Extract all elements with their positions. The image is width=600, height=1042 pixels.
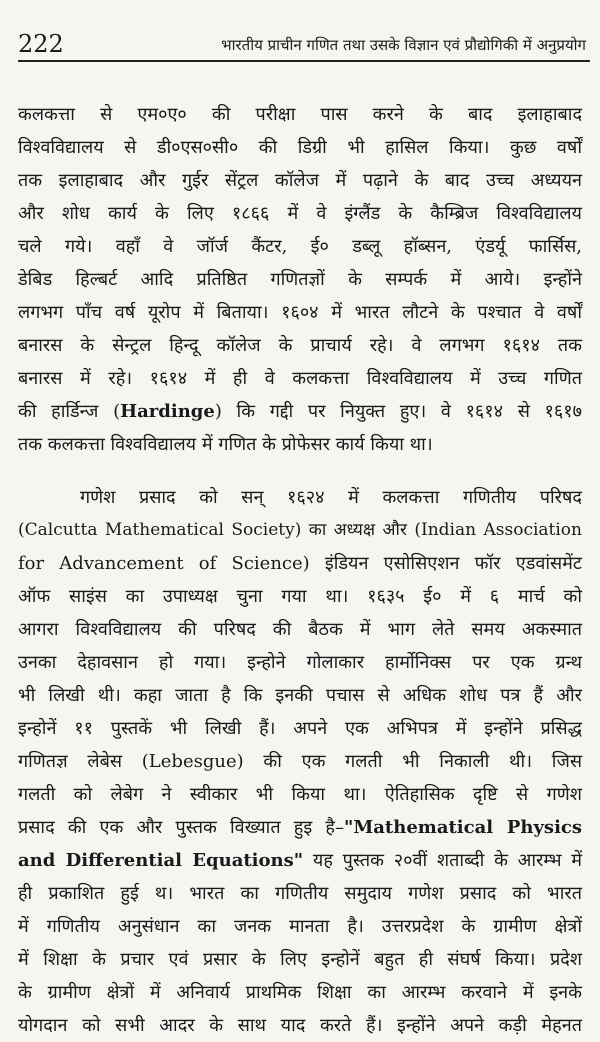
text-fragment: यह पुस्तक २०वीं शताब्दी के आरम्भ में	[303, 850, 583, 871]
text-line: के ग्रामीण क्षेत्रों में अनिवार्य प्राथमिक शिक्षा का आरम्भ करवाने में इनके	[18, 982, 582, 1003]
hardinge-term: Hardinge	[120, 401, 215, 422]
paragraph-gap	[18, 461, 582, 481]
page-header	[18, 30, 590, 62]
page-number: 222	[18, 30, 64, 58]
book-title-part1: "Mathematical Physics	[343, 817, 582, 838]
text-line: गलती को लेबेग ने स्वीकार भी किया था। ऐतिहासिक दृष्टि से गणेश	[18, 784, 582, 805]
text-fragment: ) कि गद्दी पर नियुक्त हुए। वे १६१४ से १६१७	[214, 401, 582, 422]
book-title-part2: and Differential Equations"	[18, 850, 304, 871]
body-text	[18, 98, 582, 1042]
text-line: तक कलकत्ता विश्वविद्यालय में गणित के प्रोफेसर कार्य किया था।	[18, 434, 433, 455]
text-line: तक इलाहाबाद और गुईर सेंट्रल कॉलेज में पढ़ाने के बाद उच्च अध्ययन	[18, 170, 582, 191]
text-line: गणितज्ञ लेबेस (Lebesgue) की एक गलती भी निकाली थी। जिस	[18, 751, 582, 772]
text-line-book-title	[18, 811, 582, 844]
text-line-book-title-cont	[18, 844, 582, 877]
text-line: गणेश प्रसाद को सन् १६२४ में कलकत्ता गणितीय परिषद	[80, 487, 582, 508]
text-line: और शोध कार्य के लिए १८६६ में वे इंग्लैंड के कैम्ब्रिज विश्वविद्यालय	[18, 203, 582, 224]
text-line: ही प्रकाशित हुई थ। भारत का गणितीय समुदाय गणेश प्रसाद को भारत	[18, 883, 582, 904]
text-line: (Calcutta Mathematical Society) का अध्यक्ष और (Indian Association	[18, 520, 582, 540]
running-title: भारतीय प्राचीन गणित तथा उसके विज्ञान एवं प्रौद्योगिकी में अनुप्रयोग	[221, 36, 586, 54]
text-line-hardinge	[18, 395, 582, 428]
text-fragment: की हार्डिन्ज (	[18, 401, 121, 422]
text-fragment: प्रसाद की एक और पुस्तक विख्यात हुइ है–	[18, 817, 344, 838]
text-line: कलकत्ता से एम०ए० की परीक्षा पास करने के बाद इलाहाबाद	[18, 104, 582, 125]
text-line: डेबिड हिल्बर्ट आदि प्रतिष्ठित गणितज्ञों के सम्पर्क में आये। इन्होंने	[18, 269, 582, 290]
text-line: आगरा विश्वविद्यालय की परिषद की बैठक में भाग लेते समय अकस्मात	[18, 619, 582, 640]
text-line: योगदान को सभी आदर के साथ याद करते हैं। इन्होंने अपने कड़ी मेहनत	[18, 1015, 582, 1036]
text-line: बनारस में रहे। १६१४ में ही वे कलकत्ता विश्वविद्यालय में उच्च गणित	[18, 368, 582, 389]
text-line: विश्वविद्यालय से डी०एस०सी० की डिग्री भी हासिल किया। कुछ वर्षों	[18, 137, 582, 158]
text-line: बनारस के सेन्ट्रल हिन्दू कॉलेज के प्राचार्य रहे। वे लगभग १६१४ तक	[18, 335, 582, 356]
text-line: चले गये। वहाँ वे जॉर्ज कैंटर, ई० डब्लू हॉब्सन, एंडर्यू फार्सिस,	[18, 236, 582, 257]
text-line: ऑफ साइंस का उपाध्यक्ष चुना गया था। १६३५ ई० में ६ मार्च को	[18, 586, 582, 607]
text-line: में गणितीय अनुसंधान का जनक मानता है। उत्तरप्रदेश के ग्रामीण क्षेत्रों	[18, 916, 582, 937]
text-line: में शिक्षा के प्रचार एवं प्रसार के लिए इन्होनें बहुत ही संघर्ष किया। प्रदेश	[18, 949, 582, 970]
text-line: for Advancement of Science) इंडियन एसोसिएशन फॉर एडवांसमेंट	[18, 553, 582, 574]
text-line: भी लिखी थी। कहा जाता है कि इनकी पचास से अधिक शोध पत्र हैं और	[18, 685, 582, 706]
text-line: इन्होनें ११ पुस्तकें भी लिखी हैं। अपने एक अभिपत्र में इन्होंने प्रसिद्ध	[18, 718, 582, 739]
text-line: लगभग पाँच वर्ष यूरोप में बिताया। १६०४ में भारत लौटने के पश्चात वे वर्षों	[18, 302, 582, 323]
text-line: उनका देहावसान हो गया। इन्होने गोलाकार हार्मोनिक्स पर एक ग्रन्थ	[18, 652, 582, 673]
